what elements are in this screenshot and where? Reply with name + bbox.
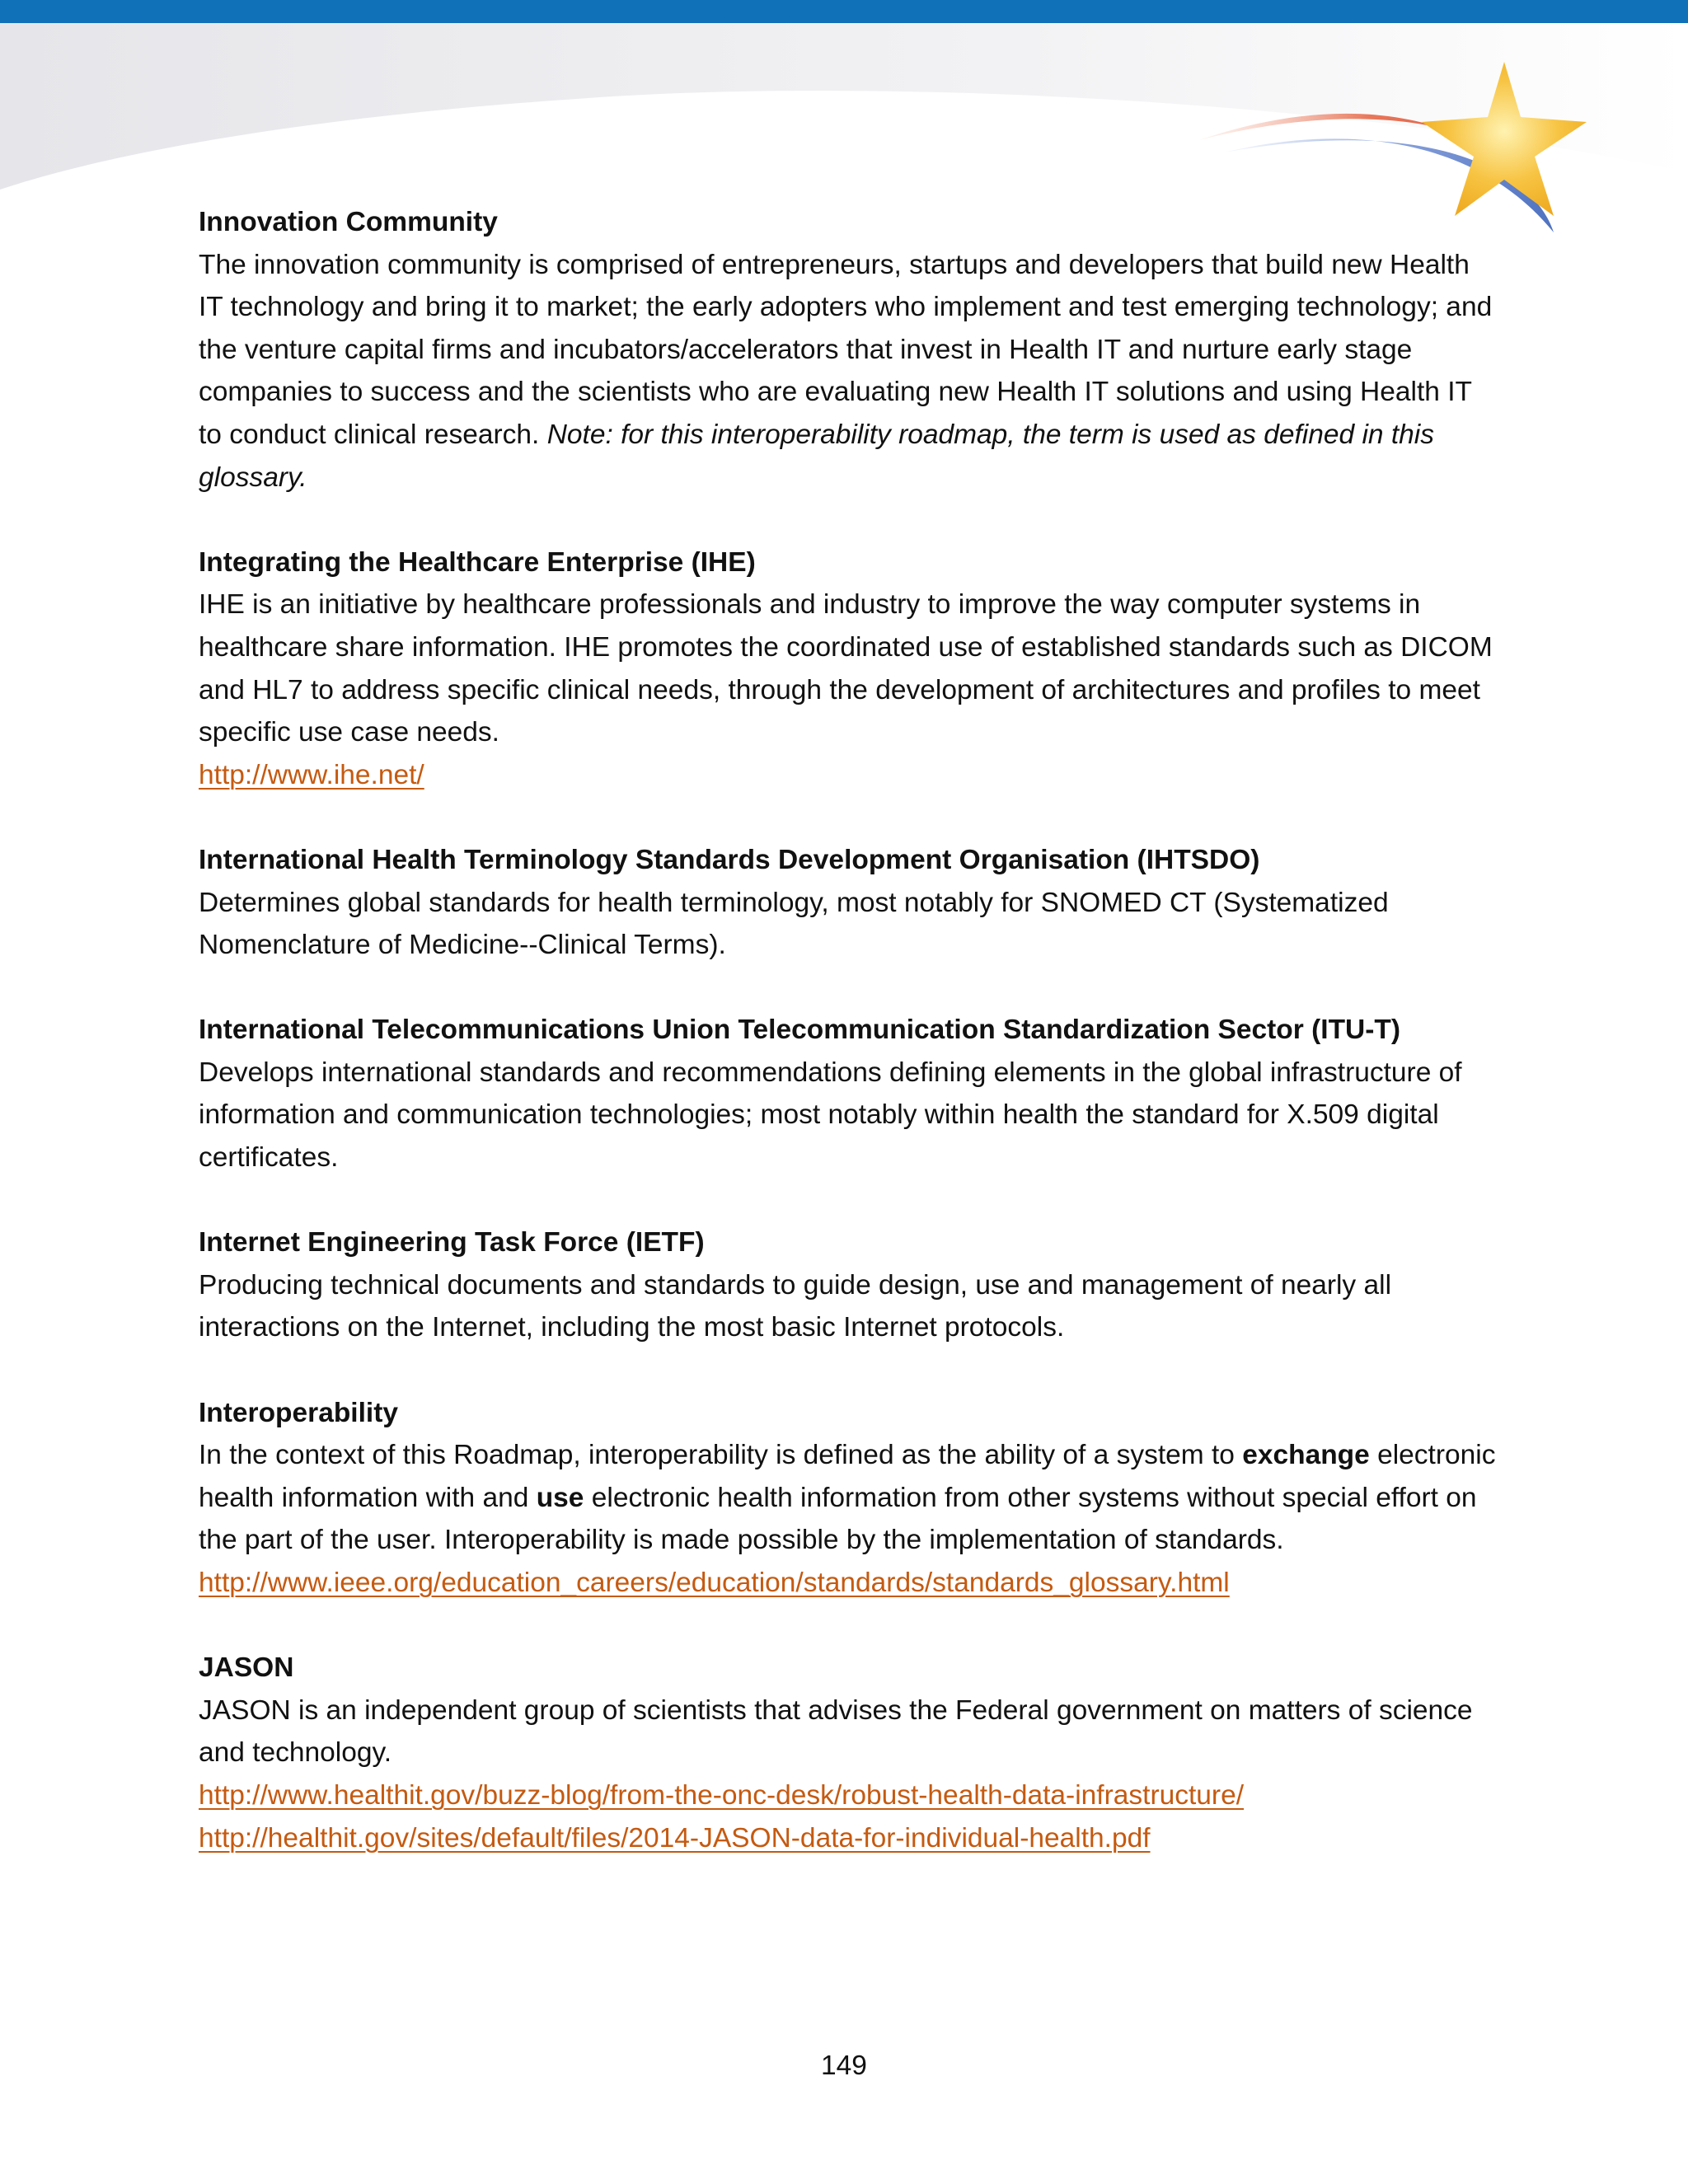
term-definition: JASON is an independent group of scientists that advises the Federal government on matters of science and technology.: [199, 1694, 1473, 1769]
term-definition: Producing technical documents and standards to guide design, use and management of nearly all interactions on the Internet, including the most basic Internet protocols.: [199, 1269, 1392, 1343]
page-number: 149: [821, 2050, 867, 2081]
healthit-blog-link[interactable]: http://www.healthit.gov/buzz-blog/from-the-onc-desk/robust-health-data-infrastructure/: [199, 1779, 1245, 1811]
term-heading: Innovation Community: [199, 207, 498, 237]
definition-note: Note: for this interoperability roadmap, the term is used as defined in this glossary.: [199, 419, 1434, 493]
term-definition: Determines global standards for health terminology, most notably for SNOMED CT (Systematized Nomenclature of Medicine--Clinical Terms).: [199, 887, 1389, 961]
term-heading: JASON: [199, 1652, 294, 1684]
glossary-content: [199, 201, 1501, 1902]
ieee-glossary-link[interactable]: http://www.ieee.org/education_careers/education/standards/standards_glossary.html: [199, 1568, 1230, 1598]
term-definition: IHE is an initiative by healthcare professionals and industry to improve the way computer systems in healthcare share information. IHE promotes the coordinated use of established standards such as DICOM and HL7 to address specific clinical needs, through the development of architectures and profiles to meet specific use case needs.: [199, 589, 1493, 748]
glossary-entry-interoperability: [199, 1392, 1501, 1605]
term-heading: Interoperability: [199, 1397, 398, 1428]
term-heading: International Telecommunications Union Telecommunication Standardization Sector (ITU-T): [199, 1015, 1401, 1046]
definition-text: The innovation community is comprised of entrepreneurs, startups and developers that build new Health IT technology and bring it to market; the early adopters who implement and test emerging technology; and the venture capital firms and incubators/accelerators that invest in Health IT and nurture early stage companies to success and the scientists who are evaluating new Health IT solutions and using Health IT to conduct clinical research.: [199, 249, 1493, 450]
term-heading: Internet Engineering Task Force (IETF): [199, 1227, 705, 1258]
term-definition: [199, 244, 1501, 499]
glossary-entry-ihe: [199, 541, 1501, 797]
definition-emphasis: use: [536, 1482, 584, 1513]
definition-emphasis: exchange: [1242, 1440, 1370, 1471]
definition-text: electronic health information with and: [199, 1440, 1496, 1513]
definition-text: electronic health information from other systems without special effort on the part of the user. Interoperability is made possible by the implementation of standards.: [199, 1482, 1477, 1556]
top-color-bar: [0, 0, 1688, 23]
glossary-entry-ihtsdo: [199, 839, 1501, 967]
glossary-entry-innovation-community: [199, 201, 1501, 499]
term-definition: Develops international standards and recommendations defining elements in the global infrastructure of information and communication technologies; most notably within health the standard for X.509 digital certificates.: [199, 1057, 1462, 1174]
definition-text: In the context of this Roadmap, interoperability is defined as the ability of a system to: [199, 1440, 1243, 1471]
jason-report-link[interactable]: http://healthit.gov/sites/default/files/2014-JASON-data-for-individual-health.pdf: [199, 1822, 1151, 1854]
glossary-entry-jason: [199, 1647, 1501, 1859]
term-heading: International Health Terminology Standards Development Organisation (IHTSDO): [199, 844, 1260, 875]
glossary-entry-ietf: [199, 1221, 1501, 1349]
term-definition: [199, 1434, 1501, 1562]
ihe-link[interactable]: http://www.ihe.net/: [199, 759, 424, 790]
glossary-entry-itu-t: [199, 1009, 1501, 1179]
term-heading: Integrating the Healthcare Enterprise (IHE): [199, 546, 756, 578]
